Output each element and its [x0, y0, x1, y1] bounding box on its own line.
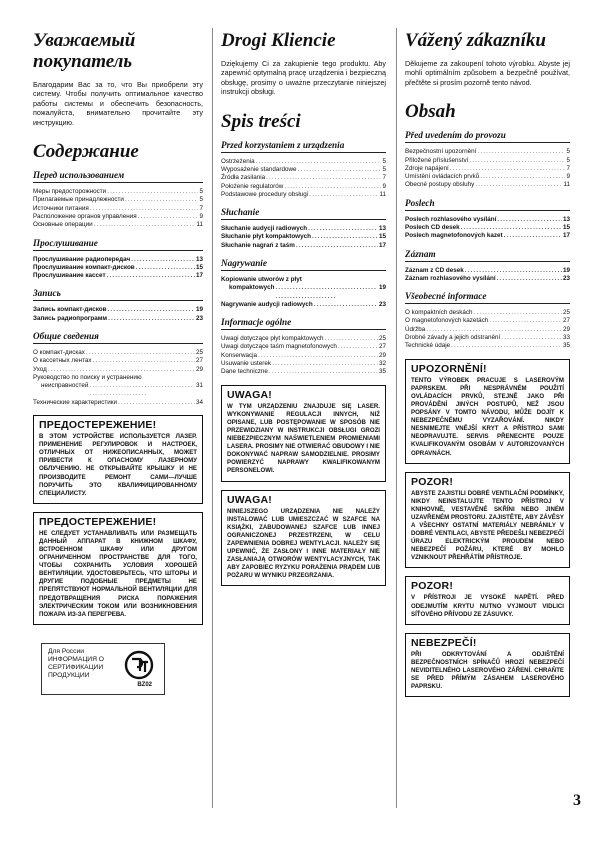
warning-title: POZOR!	[411, 580, 454, 593]
toc-page-number: 11	[563, 181, 570, 189]
warning-body: В ЭТОМ УСТРОЙСТВЕ ИСПОЛЬЗУЕТСЯ ЛАЗЕР. ПРИМЕНЕНИЕ РЕГУЛИРОВОК И НАСТРОЕК, ОТЛИЧНЫХ ОТ НИЖЕОПИСАННЫХ, МОЖЕТ ПРИВЕСТИ К ОПАСНОМУ ЛАЗЕРНОМУ ОБЛУЧЕНИЮ. НЕ ОТКРЫВАЙТЕ КРЫШКУ И НЕ ПРОИЗВОДИТЕ РЕМОНТ САМИ—ЛУЧШЕ ПОРУЧИТЬ ЭТО КВАЛИФИЦИРОВАННОМУ СПЕЦИАЛИСТУ.	[39, 433, 197, 497]
toc-entry	[405, 157, 570, 165]
toc-section-heading: Informacje ogólne	[221, 317, 386, 330]
toc-entry-title: Údržba	[405, 325, 426, 333]
toc-entry-title: Położenie regulatorów	[221, 182, 284, 190]
greeting-title: Vážený zákazníku	[405, 30, 546, 51]
toc-entry	[221, 352, 386, 360]
toc-entry-title: О компакт-дисках	[33, 349, 85, 356]
toc-entry	[33, 315, 203, 323]
toc-page-number: 11	[379, 190, 386, 198]
toc-entry	[405, 173, 570, 181]
toc-leader-dots	[314, 301, 378, 309]
toc-leader-dots	[451, 342, 562, 350]
toc-entry	[221, 191, 386, 199]
toc-entry-title: Ostrzeżenia	[221, 157, 255, 165]
toc-page-number: 15	[195, 263, 203, 271]
warning-title: UWAGA!	[227, 388, 272, 401]
toc-entry-title-cont: неисправностей	[41, 382, 89, 390]
toc-leader-dots	[308, 225, 378, 233]
intro-text: Благодарим Вас за то, что Вы приобрели эту систему. Чтобы получить оптимальное качество работы системы и обеспечить безопасность, пожалуйста, внимательно прочитайте эту инструкцию.	[33, 80, 203, 127]
toc-list	[221, 225, 386, 250]
toc-entry	[405, 216, 570, 224]
toc-entry-title: Umístění ovládacích prvků	[405, 173, 480, 181]
warning-body: TENTO VÝROBEK PRACUJE S LASEROVÝM PAPRSKEM. PŘI NESPRÁVNÉM POUŽITÍ OVLÁDACÍCH PRVKŮ, STEJNĚ JAKO PŘI PROVÁDĚNÍ JINÝCH POSTUPŮ, NEŽ JSOU POPSÁNY V TOMTO NÁVODU, MŮŽE DOJÍT K NEBEZPEČNÉMU VYZAŘOVÁNÍ. NIKDY NESNIMEJTE VNĚJŠÍ KRYT A PŘÍSTROJ SAMI NEOPRAVUJTE. SERVIS PŘENECHTE POUZE KVALIFIKOVANÝM OSOBÁM V AUTORIZOVANÝCH OPRAVNÁCH.	[411, 376, 564, 457]
toc-entry-line	[221, 284, 386, 301]
toc-leader-dots	[107, 272, 195, 280]
toc-entry	[33, 366, 203, 374]
toc-entry-title: Słuchanie nagrań z taśm	[221, 241, 295, 249]
warning-title: NEBEZPEČÍ!	[411, 636, 477, 649]
toc-entry	[405, 148, 570, 156]
toc-page-number: 25	[195, 349, 203, 356]
toc-entry	[33, 196, 203, 204]
cert-line: СЕРТИФИКАЦИИ	[48, 663, 104, 671]
toc-leader-dots	[497, 275, 562, 283]
cert-line: ИНФОРМАЦИЯ О	[48, 655, 104, 663]
toc-entry	[33, 349, 203, 357]
toc-list	[33, 349, 203, 407]
toc-entry-title: Прослушивание кассет	[33, 272, 106, 280]
toc-leader-dots	[89, 382, 195, 399]
toc-page-number: 17	[378, 241, 386, 249]
toc-leader-dots	[108, 306, 195, 314]
warning-body: W TYM URZĄDZENIU ZNAJDUJE SIĘ LASER. WYKONYWANIE REGULACJI INNYCH, NIŻ OPISANE, LUB POSTĘPOWANIE W SPOSÓB NIE PRZEWIDZIANY W INSTRUKCJI OBSŁUGI GROZI NIEBEZPIECZNYM NAŚWIETLENIEM PROMIENIAMI LASERA. PROSIMY NIE OTWIERAĆ OBUDOWY I NIE DOKONYWAĆ NAPRAW SAMODZIELNIE. PROSIMY POWIERZYĆ NAPRAWY KWALIFIKOWANYM PERSONELOWI.	[227, 402, 380, 475]
toc-entry-title: Kopiowanie utworów z płyt	[221, 276, 302, 283]
toc-entry-title: Konserwacja	[221, 351, 258, 359]
toc-page-number: 32	[378, 360, 386, 368]
warning-box	[405, 359, 570, 464]
toc-page-number: 31	[195, 382, 203, 390]
toc-leader-dots	[90, 205, 199, 213]
toc-leader-dots	[475, 181, 562, 189]
toc-page-number: 19	[195, 306, 203, 314]
toc-list	[405, 309, 570, 350]
warning-box	[221, 490, 386, 587]
warning-body: ABYSTE ZAJISTILI DOBRÉ VENTILAČNÍ PODMÍNKY, NIKDY NEINSTALUJTE TENTO PŘÍSTROJ V KNIHOVNĚ, VESTAVĚNÉ SKŘÍNI NEBO JINÉM UZAVŘENÉM PROSTORU. ZAJISTĚTE, ABY ZÁVĚSY A VŠECHNY OSTATNÍ MATERIÁLY NEBRÁNILY V DOBRÉ VENTILACI, ABYSTE PŘEDEŠLI NEBEZPEČÍ ÚRAZU ELEKTRICKÝM PROUDEM NEBO NEBEZPEČÍ POŽÁRU, KTERÉ BY MOHLO VZNIKNOUT PŘEHŘÁTÍM PŘÍSTROJE.	[411, 489, 564, 562]
toc-entry	[405, 224, 570, 232]
toc-leader-dots	[272, 360, 378, 368]
toc-entry-title: Nagrywanie audycji radiowych	[221, 300, 313, 308]
toc-page-number: 35	[562, 342, 570, 350]
toc-entry-title: Запись компакт-дисков	[33, 306, 107, 314]
toc-entry-title: Słuchanie audycji radiowych	[221, 225, 308, 233]
warning-boxes	[405, 359, 570, 698]
intro-text: Dziękujemy Ci za zakupienie tego produktu. Aby zapewnić optymalną pracę urządzenia i bezpieczną obsługę, prosimy o uważne przeczytanie niniejszej instrukcji obsługi.	[221, 59, 386, 97]
warning-boxes	[33, 415, 203, 625]
toc-section-heading: Запись	[33, 288, 203, 301]
toc-section-heading: Záznam	[405, 249, 570, 262]
toc-leader-dots	[276, 284, 378, 301]
toc-section-heading: Nagrywanie	[221, 258, 386, 271]
toc-entry-title: Zdroje napájení	[405, 164, 449, 172]
toc-entry-title: Прилагаемые принадлежности	[33, 196, 124, 204]
toc-page-number: 5	[382, 157, 386, 165]
toc-page-number: 13	[195, 255, 203, 263]
toc-leader-dots	[338, 343, 378, 351]
toc-page-number: 19	[562, 266, 570, 274]
toc-entry	[405, 267, 570, 275]
toc-page-number: 15	[378, 233, 386, 241]
toc-entry-title: Руководство по поиску и устранению	[33, 373, 142, 381]
toc-section-heading: Všeobecné informace	[405, 291, 570, 304]
toc-entry	[33, 357, 203, 365]
page-number: 3	[573, 792, 581, 809]
toc-leader-dots	[118, 399, 195, 407]
toc-leader-dots	[501, 334, 562, 342]
toc-leader-dots	[108, 315, 195, 323]
toc-leader-dots	[489, 317, 562, 325]
toc-page-number: 13	[378, 225, 386, 233]
toc-section-heading: Před uvedením do provozu	[405, 130, 570, 143]
polish-column	[221, 30, 386, 586]
warning-box	[33, 415, 203, 504]
toc-page-number: 7	[382, 174, 386, 182]
warning-title: ПРЕДОСТЕРЕЖЕНИЕ!	[39, 515, 157, 528]
toc-title: Spis treści	[221, 110, 301, 132]
warning-box	[405, 576, 570, 624]
toc-entry	[221, 368, 386, 376]
toc-page-number: 5	[199, 196, 203, 204]
toc-title: Obsah	[405, 101, 456, 123]
toc-entry-title: Uwagi dotyczące płyt kompaktowych	[221, 335, 324, 343]
toc-entry	[33, 374, 203, 399]
toc-list	[405, 216, 570, 241]
toc-entry-title: Прослушивание радиопередач	[33, 255, 131, 263]
toc-title: Содержание	[33, 141, 139, 163]
toc-page-number: 23	[195, 314, 203, 322]
toc-page-number: 9	[199, 212, 203, 220]
toc-entry	[405, 181, 570, 189]
toc-entry	[33, 272, 203, 280]
toc-entry-title: Záznam z CD desek	[405, 266, 464, 274]
toc-leader-dots	[474, 309, 562, 317]
toc-entry	[405, 317, 570, 325]
toc-page-number: 25	[378, 335, 386, 343]
warning-body: NINIEJSZEGO URZĄDZENIA NIE NALEŻY INSTALOWAĆ LUB UMIESZCZAĆ W SZAFCE NA KSIĄŻKI, ZABUDOWANEJ SZAFCE LUB INNEJ OGRANICZONEJ PRZESTRZENI, W CELU ZAPEWNIENIA DOBREJ WENTYLACJI. NALEŻY SIĘ UPEWNIĆ, ŻE ZASŁONY I INNE MATERIAŁY NIE ZASŁANIAJĄ OTWORÓW WENTYLACYJNYCH, TAK ABY ZAPOBIEC RYZYKU PORAŻENIA PRĄDEM LUB POŻARU W WYNIKU PRZEGRZANIA.	[227, 507, 380, 580]
toc-list	[405, 267, 570, 284]
toc-entry-title: Drobné závady a jejich odstranění	[405, 334, 501, 342]
toc-page-number: 7	[199, 204, 203, 212]
toc-list	[405, 148, 570, 189]
toc-entry	[405, 309, 570, 317]
warning-title: POZOR!	[411, 475, 454, 488]
toc-entry-title: Bezpečnostní upozornění	[405, 148, 477, 156]
toc-entry-title: Technické údaje	[405, 342, 451, 350]
toc-leader-dots	[86, 349, 195, 357]
toc-list	[221, 335, 386, 376]
toc-leader-dots	[325, 335, 378, 343]
toc-entry	[221, 183, 386, 191]
toc-leader-dots	[298, 166, 382, 174]
toc-leader-dots	[269, 368, 378, 376]
column-divider	[212, 28, 213, 808]
toc-entry-title: O kompaktních deskách	[405, 309, 473, 317]
toc-sections	[405, 130, 570, 350]
toc-entry	[33, 306, 203, 314]
toc-entry	[405, 275, 570, 283]
toc-entry-title: О кассетных лентах	[33, 357, 92, 365]
toc-leader-dots	[107, 188, 198, 196]
toc-page-number: 23	[562, 274, 570, 282]
toc-page-number: 19	[378, 284, 386, 292]
toc-entry-title: Источники питания	[33, 204, 89, 212]
toc-leader-dots	[504, 232, 562, 240]
toc-entry-title: Źródła zasilania	[221, 174, 266, 182]
toc-entry	[221, 225, 386, 233]
toc-entry	[221, 276, 386, 301]
warning-boxes	[221, 385, 386, 587]
toc-entry-title: O magnetofonových kazetách	[405, 317, 489, 325]
warning-title: UPOZORNĚNÍ!	[411, 362, 487, 375]
toc-page-number: 29	[195, 365, 203, 373]
toc-page-number: 5	[566, 148, 570, 156]
toc-list	[221, 276, 386, 309]
toc-entry-title: Poslech rozhlasového vysílání	[405, 215, 497, 223]
toc-entry	[221, 360, 386, 368]
toc-section-heading: Перед использованием	[33, 170, 203, 183]
toc-entry-title-cont: kompaktowych	[229, 284, 275, 292]
toc-leader-dots	[136, 264, 195, 272]
toc-sections	[221, 140, 386, 377]
toc-entry	[33, 205, 203, 213]
toc-leader-dots	[138, 213, 199, 221]
toc-entry	[405, 334, 570, 342]
cert-code: BZ02	[137, 681, 152, 688]
toc-entry	[33, 213, 203, 221]
column-divider	[396, 28, 397, 808]
toc-page-number: 27	[195, 357, 203, 365]
toc-leader-dots	[497, 216, 562, 224]
toc-page-number: 23	[378, 300, 386, 308]
toc-entry-title: Dane techniczne	[221, 368, 268, 376]
toc-entry	[221, 233, 386, 241]
toc-entry	[221, 242, 386, 250]
toc-page-number: 25	[562, 309, 570, 317]
toc-entry	[405, 165, 570, 173]
toc-entry-title: Podstawowe procedury obsługi	[221, 190, 309, 198]
toc-section-heading: Przed korzystaniem z urządzenia	[221, 140, 386, 153]
toc-page-number: 9	[382, 182, 386, 190]
toc-entry	[33, 221, 203, 229]
toc-list	[33, 306, 203, 323]
toc-page-number: 27	[378, 343, 386, 351]
warning-box	[221, 385, 386, 482]
toc-page-number: 29	[378, 351, 386, 359]
toc-leader-dots	[125, 196, 199, 204]
toc-leader-dots	[465, 267, 562, 275]
toc-leader-dots	[93, 357, 195, 365]
toc-page-number: 5	[566, 156, 570, 164]
toc-leader-dots	[477, 148, 565, 156]
toc-leader-dots	[309, 191, 378, 199]
toc-leader-dots	[48, 366, 195, 374]
warning-title: ПРЕДОСТЕРЕЖЕНИЕ!	[39, 419, 157, 432]
toc-entry-title: Záznam rozhlasového vysílání	[405, 274, 496, 282]
toc-entry-title: Меры предосторожности	[33, 188, 107, 196]
toc-page-number: 35	[378, 368, 386, 376]
russian-column	[33, 30, 203, 695]
toc-entry-title: Запись радиопрограмм	[33, 314, 108, 322]
toc-leader-dots	[94, 221, 196, 229]
toc-leader-dots	[461, 224, 562, 232]
toc-sections	[33, 170, 203, 407]
toc-leader-dots	[426, 326, 562, 334]
toc-entry	[221, 158, 386, 166]
toc-entry-title: Расположение органов управления	[33, 212, 137, 220]
cert-line: Для России	[48, 647, 84, 655]
warning-box	[405, 472, 570, 569]
toc-section-heading: Poslech	[405, 198, 570, 211]
toc-entry	[221, 335, 386, 343]
toc-page-number: 17	[195, 272, 203, 280]
toc-entry	[221, 174, 386, 182]
certification-box	[41, 643, 165, 695]
toc-list	[221, 158, 386, 199]
cert-line: ПРОДУКЦИИ	[48, 671, 90, 679]
toc-entry	[33, 399, 203, 407]
toc-entry-title: Słuchanie płyt kompaktowych	[221, 233, 311, 241]
toc-page-number: 33	[562, 334, 570, 342]
toc-leader-dots	[469, 157, 565, 165]
toc-entry-title: Прослушивание компакт-дисков	[33, 263, 135, 271]
toc-leader-dots	[256, 158, 382, 166]
toc-leader-dots	[296, 242, 378, 250]
toc-leader-dots	[284, 183, 381, 191]
toc-section-heading: Słuchanie	[221, 207, 386, 220]
toc-list	[33, 188, 203, 229]
toc-leader-dots	[450, 165, 566, 173]
greeting-title: Drogi Kliencie	[221, 30, 336, 51]
toc-page-number: 27	[562, 317, 570, 325]
toc-entry	[405, 232, 570, 240]
intro-text: Děkujeme za zakoupení tohoto výrobku. Abyste jej mohli optimálním způsobem a bezpečně používat, přečtěte si prosím pozorně tento návod.	[405, 59, 570, 87]
toc-page-number: 34	[195, 398, 203, 406]
toc-page-number: 5	[199, 188, 203, 196]
toc-page-number: 17	[562, 232, 570, 240]
greeting-title: Уважаемый покупатель	[33, 30, 136, 72]
warning-box	[405, 633, 570, 697]
toc-page-number: 7	[566, 164, 570, 172]
toc-entry	[221, 343, 386, 351]
warning-box	[33, 512, 203, 625]
toc-entry	[405, 326, 570, 334]
toc-entry	[33, 264, 203, 272]
certification-logo-icon	[122, 650, 156, 680]
toc-leader-dots	[266, 174, 381, 182]
toc-section-heading: Общие сведения	[33, 331, 203, 344]
toc-page-number: 29	[562, 325, 570, 333]
toc-entry-title: Технические характеристики	[33, 398, 118, 406]
toc-entry-title: Usuwanie usterek	[221, 360, 272, 368]
czech-column	[405, 30, 570, 697]
toc-entry-title: Poslech magnetofonových kazet	[405, 232, 503, 240]
toc-entry-title: Основные операции	[33, 221, 93, 229]
toc-entry	[33, 188, 203, 196]
toc-entry-title: Wyposażenie standardowe	[221, 165, 297, 173]
toc-entry	[221, 301, 386, 309]
toc-entry-title: Poslech CD desek	[405, 224, 460, 231]
toc-page-number: 9	[566, 173, 570, 181]
toc-leader-dots	[258, 352, 378, 360]
toc-page-number: 15	[562, 224, 570, 231]
toc-entry-title: Přiložené příslušenství	[405, 156, 469, 164]
toc-leader-dots	[480, 173, 565, 181]
toc-leader-dots	[131, 256, 195, 264]
toc-entry-title: Obecné postupy obsluhy	[405, 181, 475, 189]
toc-page-number: 13	[562, 215, 570, 223]
toc-entry	[33, 256, 203, 264]
toc-entry-title: Uwagi dotyczące taśm magnetofonowych	[221, 343, 337, 351]
toc-entry-line	[33, 382, 203, 399]
toc-page-number: 5	[382, 165, 386, 173]
toc-page-number: 11	[196, 221, 203, 229]
toc-leader-dots	[312, 233, 378, 241]
toc-entry	[405, 342, 570, 350]
warning-title: UWAGA!	[227, 493, 272, 506]
warning-body: НЕ СЛЕДУЕТ УСТАНАВЛИВАТЬ ИЛИ РАЗМЕЩАТЬ ДАННЫЙ АППАРАТ В КНИЖНОМ ШКАФУ, ВСТРОЕННОМ ШКАФУ ИЛИ ДРУГОМ ОГРАНИЧЕННОМ ПРОСТРАНСТВЕ ДЛЯ ТОГО, ЧТОБЫ СОХРАНИТЬ УСЛОВИЯ ХОРОШЕЙ ВЕНТИЛЯЦИИ. УДОСТОВЕРЬТЕСЬ, ЧТО ШТОРЫ И ДРУГИЕ ПОДОБНЫЕ ПРЕДМЕТЫ НЕ ПРЕПЯТСТВУЮТ НОРМАЛЬНОЙ ВЕНТИЛЯЦИИ ДЛЯ ПРЕДОТВРАЩЕНИЯ РИСКА ПОРАЖЕНИЯ ЭЛЕКТРИЧЕСКИМ ТОКОМ ИЛИ ВОЗНИКНОВЕНИЯ ПОЖАРА ИЗ-ЗА ПЕРЕГРЕВА.	[39, 529, 197, 618]
toc-list	[33, 256, 203, 281]
warning-body: V PŘÍSTROJI JE VYSOKÉ NAPĚTÍ. PŘED ODEJMUTÍM KRYTU NUTNO VYJMOUT VIDLICI SÍŤOVÉHO PŘÍVODU ZE ZÁSUVKY.	[411, 594, 564, 618]
warning-body: PŘI ODKRYTOVÁNÍ A ODJIŠTĚNÍ BEZPEČNOSTNÍCH SPÍNAČŮ HROZÍ NEBEZPEČÍ NEVIDITELNÉHO LASEROVÉHO ZÁŘENÍ. CHRAŇTE SE PŘED PŘÍMÝM ZÁSAHEM LASEROVÉHO PAPRSKU.	[411, 650, 564, 691]
toc-entry-title: Уход	[33, 365, 47, 373]
toc-entry	[221, 166, 386, 174]
toc-section-heading: Прослушивание	[33, 238, 203, 251]
